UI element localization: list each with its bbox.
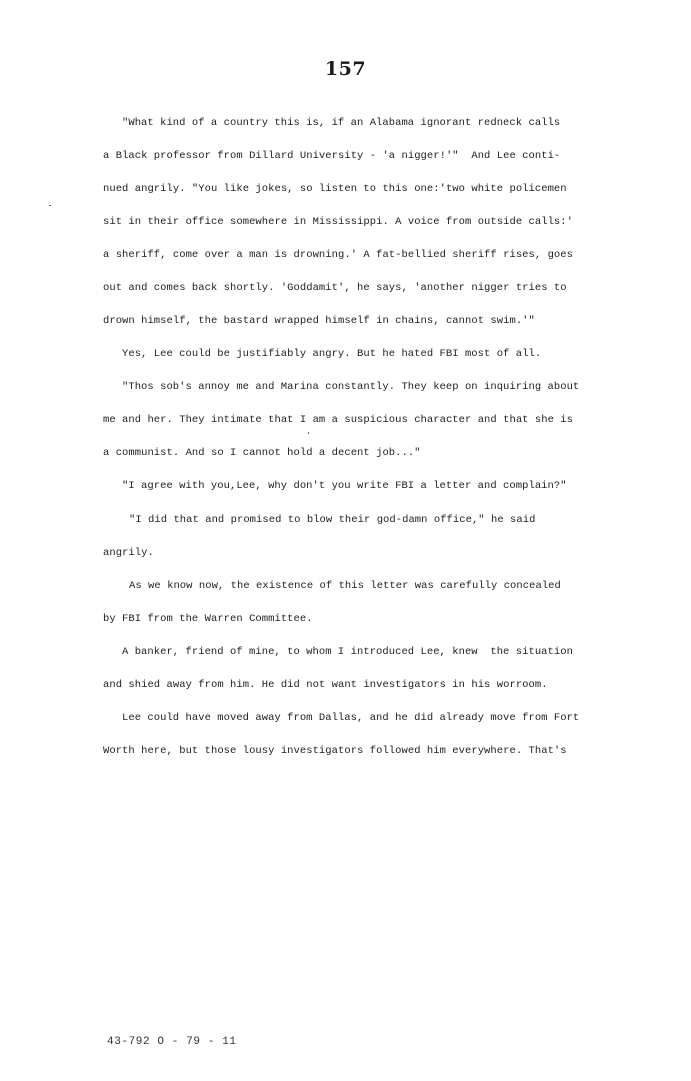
scan-speck: [308, 432, 309, 434]
text-line: Lee could have moved away from Dallas, and he did already move from Fort: [122, 712, 580, 724]
footer-code: 43-792 O - 79 - 11: [107, 1036, 237, 1048]
text-line: me and her. They intimate that I am a suspicious character and that she is: [103, 414, 573, 426]
text-line: angrily.: [103, 547, 154, 559]
text-line: a communist. And so I cannot hold a decent job...": [103, 447, 421, 459]
scan-speck: [49, 205, 51, 206]
text-line: As we know now, the existence of this letter was carefully concealed: [129, 580, 561, 592]
text-line: "Thos sob's annoy me and Marina constantly. They keep on inquiring about: [122, 381, 580, 393]
text-line: a sheriff, come over a man is drowning.' A fat-bellied sheriff rises, goes: [103, 249, 573, 261]
text-line: "I agree with you,Lee, why don't you write FBI a letter and complain?": [122, 480, 567, 492]
text-line: sit in their office somewhere in Mississippi. A voice from outside calls:': [103, 216, 573, 228]
text-line: Yes, Lee could be justifiably angry. But he hated FBI most of all.: [122, 348, 542, 360]
text-line: A banker, friend of mine, to whom I introduced Lee, knew the situation: [122, 646, 573, 658]
page-number: 157: [324, 58, 367, 80]
text-line: by FBI from the Warren Committee.: [103, 613, 313, 625]
text-line: nued angrily. "You like jokes, so listen to this one:'two white policemen: [103, 183, 567, 195]
text-line: drown himself, the bastard wrapped himself in chains, cannot swim.'": [103, 315, 535, 327]
text-line: and shied away from him. He did not want investigators in his worroom.: [103, 679, 548, 691]
text-line: a Black professor from Dillard University - 'a nigger!'" And Lee conti-: [103, 150, 561, 162]
text-line: Worth here, but those lousy investigators followed him everywhere. That's: [103, 745, 567, 757]
text-line: "I did that and promised to blow their god-damn office," he said: [129, 514, 536, 526]
text-line: out and comes back shortly. 'Goddamit', he says, 'another nigger tries to: [103, 282, 567, 294]
text-line: "What kind of a country this is, if an Alabama ignorant redneck calls: [122, 117, 561, 129]
